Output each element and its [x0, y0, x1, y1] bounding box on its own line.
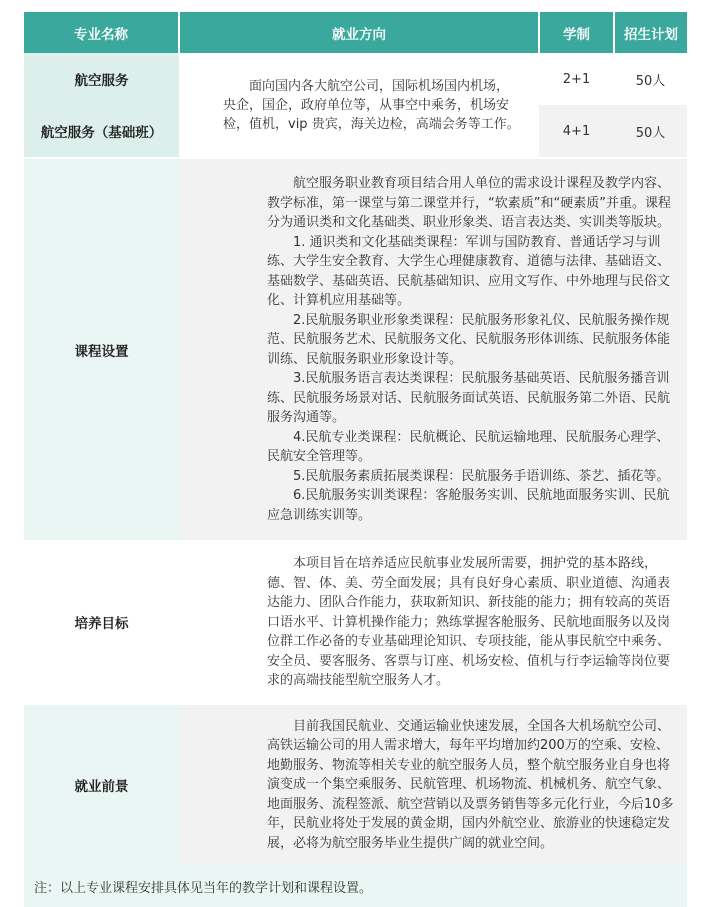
major-years: 4+1 [539, 105, 614, 157]
header-major-name: 专业名称 [24, 12, 179, 53]
prospects-text: 目前我国民航业、交通运输业快速发展，全国各大机场航空公司、高铁运输公司的用人需求增大，每年平均增加约200万的空乘、安检、地勤服务、物流等相关专业的航空服务人员，整个航空服务业自身也将演变成一个集空乘服务、民航管理、机场物流、机械机务、航空气象、地面服务、流程签派、航空营销以及票务销售等多元化行业，今后10多年，民航业将处于发展的黄金期，国内外航空业、旅游业的快速稳定发展，必将为航空服务毕业生提供广阔的就业空间。 [267, 718, 674, 851]
prospects-label: 就业前景 [24, 705, 179, 866]
courses-label: 课程设置 [24, 159, 179, 540]
courses-content [179, 159, 687, 540]
major-plan: 50人 [614, 53, 687, 105]
prospects-content [179, 705, 687, 866]
course-paragraph: 3.民航服务语言表达类课程：民航服务基础英语、民航服务播音训练、民航服务场景对话、民航服务面试英语、民航服务第二外语、民航服务沟通等。 [267, 371, 671, 425]
course-paragraph: 航空服务职业教育项目结合用人单位的需求设计课程及教学内容、教学标准，第一课堂与第二课堂并行，“软素质”和“硬素质”并重。课程分为通识类和文化基础类、职业形象类、语言表达类、实训类等版块。 [267, 176, 671, 230]
course-paragraph: 4.民航专业类课程：民航概论、民航运输地理、民航服务心理学、民航安全管理等。 [267, 429, 670, 464]
table-row [24, 53, 687, 105]
header-plan: 招生计划 [614, 12, 687, 53]
note-row [24, 865, 687, 907]
major-info-table [24, 12, 687, 907]
course-paragraph: 1. 通识类和文化基础类课程：军训与国防教育、普通话学习与训练、大学生安全教育、大学生心理健康教育、道德与法律、基础语文、基础数学、基础英语、民航基础知识、应用文写作、中外地理与民俗文化、计算机应用基础等。 [267, 234, 671, 308]
goals-text: 本项目旨在培养适应民航事业发展所需要，拥护党的基本路线，德、智、体、美、劳全面发展；具有良好身心素质、职业道德、沟通表达能力、团队合作能力，获取新知识、新技能的能力；拥有较高的英语口语水平、计算机操作能力；熟练掌握客舱服务、民航地面服务以及岗位群工作必备的专业基础理论知识、专项技能，能从事民航空中乘务、安全员、要客服务、客票与订座、机场安检、值机与行李运输等岗位要求的高端技能型航空服务人才。 [267, 556, 671, 688]
course-paragraph: 6.民航服务实训类课程：客舱服务实训、民航地面服务实训、民航应急训练实训等。 [267, 488, 670, 523]
footnote: 注：以上专业课程安排具体见当年的教学计划和课程设置。 [24, 865, 687, 907]
employment-direction: 面向国内各大航空公司，国际机场国内机场，央企，国企，政府单位等，从事空中乘务，机场安检，值机，vip 贵宾，海关边检，高端会务等工作。 [179, 53, 539, 157]
prospects-row [24, 705, 687, 866]
goals-content [179, 540, 687, 705]
header-direction: 就业方向 [179, 12, 539, 53]
major-name: 航空服务 [24, 53, 179, 105]
course-paragraph: 5.民航服务素质拓展类课程：民航服务手语训练、茶艺、插花等。 [293, 468, 670, 484]
goals-row [24, 540, 687, 705]
header-years: 学制 [539, 12, 614, 53]
course-paragraph: 2.民航服务职业形象类课程：民航服务形象礼仪、民航服务操作规范、民航服务艺术、民航服务文化、民航服务形体训练、民航服务体能训练、民航服务职业形象设计等。 [267, 312, 671, 367]
goals-label: 培养目标 [24, 540, 179, 705]
major-name: 航空服务（基础班） [24, 105, 179, 157]
major-years: 2+1 [539, 53, 614, 105]
major-plan: 50人 [614, 105, 687, 157]
courses-row [24, 159, 687, 540]
table-header-row [24, 12, 687, 53]
